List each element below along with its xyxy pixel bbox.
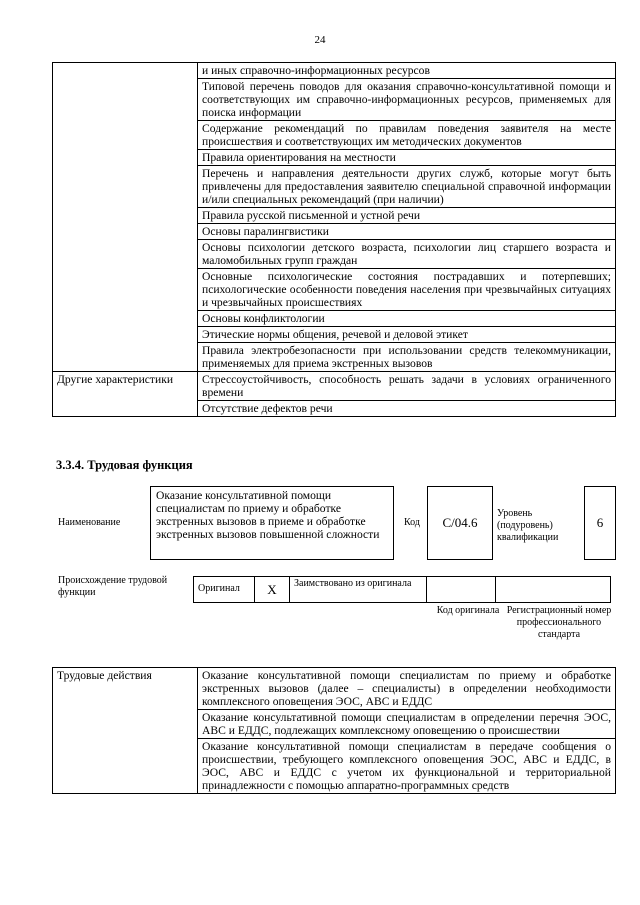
- table-cell: Оказание консультативной помощи специалистам по приему и обработке экстренных вызовов (далее – специалисты) в определении необходимости комплексного оповещения ЭОС, АВС и ЕДДС: [198, 668, 616, 710]
- function-name-box: Оказание консультативной помощи специалистам по приему и обработке экстренных вызовов в приеме и обработке экстренных вызовов повышенной сложности: [150, 486, 394, 560]
- origin-row: [194, 576, 616, 603]
- table-cell: Правила электробезопасности при использовании средств телекоммуникации, применяемых для приема экстренных вызовов: [198, 343, 616, 372]
- table-row: [53, 63, 616, 79]
- other-characteristics-label: Другие характеристики: [53, 372, 198, 417]
- table-cell: Основы психологии детского возраста, психологии лиц старшего возраста и маломобильных групп граждан: [198, 240, 616, 269]
- page-number: 24: [314, 34, 326, 46]
- reg-number-caption: Регистрационный номер профессионального стандарта: [506, 605, 612, 640]
- knowledge-table: [52, 62, 616, 417]
- function-code-box: С/04.6: [427, 486, 493, 560]
- table-cell: Оказание консультативной помощи специалистам в передаче сообщения о происшествии, требующего комплексного оповещения ЭОС, АВС и ЕДДС, в ЭОС, АВС и ЕДДС с учетом их функциональной и территориальной принадлежности с помощью аппаратно-программных средств: [198, 739, 616, 794]
- table-cell: Основные психологические состояния пострадавших и потерпевших; психологические особенности поведения населения при чрезвычайных ситуациях и чрезвычайных происшествиях: [198, 269, 616, 311]
- reg-number-cell: [495, 576, 611, 603]
- table-cell: Стрессоустойчивость, способность решать задачи в условиях ограниченного времени: [198, 372, 616, 401]
- table-row: [53, 372, 616, 401]
- level-label: Уровень (подуровень) квалификации: [497, 508, 559, 543]
- origin-label: Происхождение трудовой функции: [58, 575, 168, 598]
- section-title: 3.3.4. Трудовая функция: [56, 458, 193, 472]
- labor-actions-label: Трудовые действия: [53, 668, 198, 794]
- table-cell: Правила ориентирования на местности: [198, 150, 616, 166]
- table-cell: Основы паралингвистики: [198, 224, 616, 240]
- table-cell: Основы конфликтологии: [198, 311, 616, 327]
- table-cell: Содержание рекомендаций по правилам поведения заявителя на месте происшествия и соответствующих им методических документов: [198, 121, 616, 150]
- labor-actions-table: [52, 667, 616, 794]
- original-label: Оригинал: [193, 576, 255, 603]
- code-original-caption: Код оригинала: [436, 605, 500, 616]
- table-row: [53, 668, 616, 710]
- table-cell: Правила русской письменной и устной речи: [198, 208, 616, 224]
- origin-code-cell: [426, 576, 496, 603]
- original-mark: X: [254, 576, 290, 603]
- name-label: Наименование: [58, 517, 121, 528]
- table-cell: Типовой перечень поводов для оказания справочно-консультативной помощи и соответствующих им справочно-информационных ресурсов, применяемых для поиска информации: [198, 79, 616, 121]
- code-label: Код: [404, 517, 420, 528]
- table-cell-empty: [53, 63, 198, 372]
- table-cell: Этические нормы общения, речевой и деловой этикет: [198, 327, 616, 343]
- borrowed-label: Заимствовано из оригинала: [289, 576, 427, 603]
- table-cell: Оказание консультативной помощи специалистам в определении перечня ЭОС, АВС и ЕДДС, подлежащих комплексному оповещению о происшествии: [198, 710, 616, 739]
- table-cell: и иных справочно-информационных ресурсов: [198, 63, 616, 79]
- table-cell: Отсутствие дефектов речи: [198, 401, 616, 417]
- table-cell: Перечень и направления деятельности других служб, которые могут быть привлечены для предоставления заявителю специальной справочной информации и/или специальных рекомендаций (при наличии): [198, 166, 616, 208]
- level-value-box: 6: [584, 486, 616, 560]
